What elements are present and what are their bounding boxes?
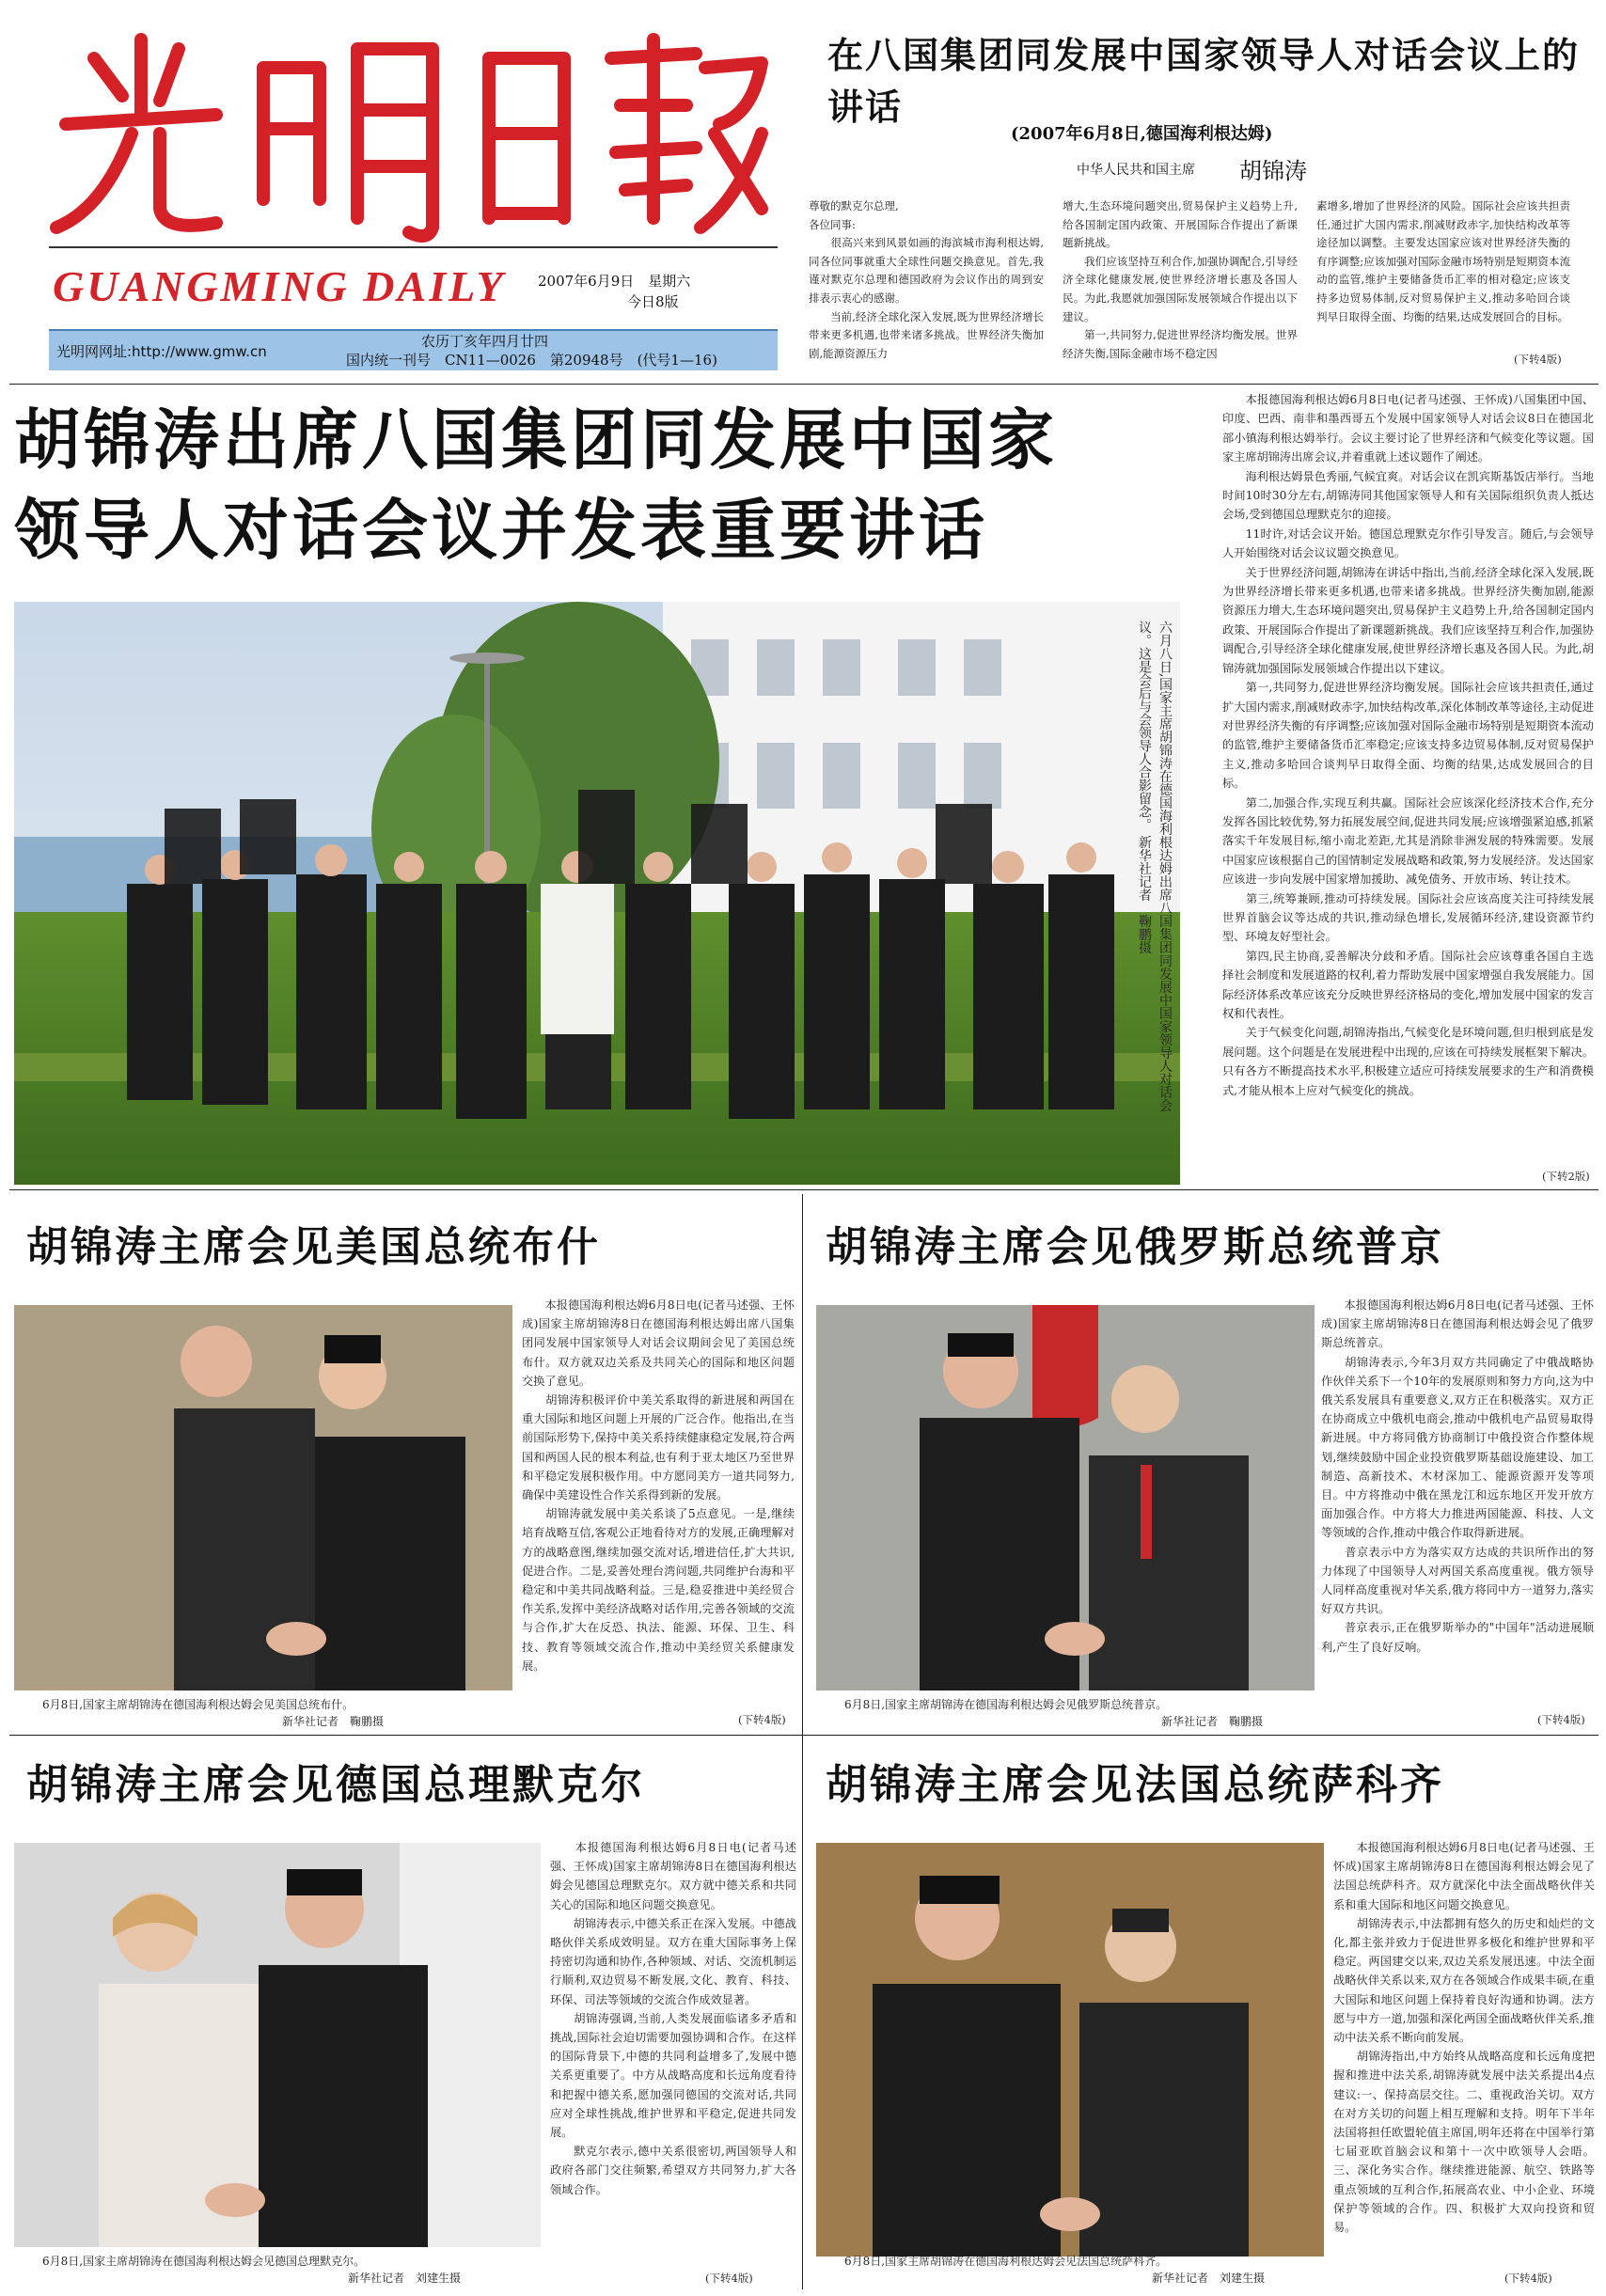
masthead-rule bbox=[49, 246, 778, 248]
headline-line-1: 胡锦涛出席八国集团同发展中国家 bbox=[14, 401, 1058, 479]
photo-merkel-image bbox=[14, 1843, 541, 2247]
speech-continued: (下转4版) bbox=[1514, 353, 1562, 366]
article-merkel-continued: (下转4版) bbox=[705, 2272, 753, 2285]
main-article-continued: (下转2版) bbox=[1542, 1170, 1590, 1183]
date: 2007年6月9日 星期六 bbox=[538, 273, 691, 290]
website-url[interactable]: 光明网网址:http://www.gmw.cn bbox=[56, 343, 267, 360]
speech-subtitle: (2007年6月8日,德国海利根达姆) bbox=[1011, 124, 1273, 144]
center-divider bbox=[802, 1194, 803, 2289]
main-headline bbox=[14, 395, 1236, 575]
photo-putin-credit: 新华社记者 鞠鹏摄 bbox=[1161, 1715, 1264, 1728]
group-photo-caption-text: 六月八日,国家主席胡锦涛在德国海利根达姆出席八国集团同发展中国家领导人对话会议。这是会后与会领导人合影留念。 bbox=[1137, 621, 1173, 1112]
photo-bush-image bbox=[14, 1305, 512, 1691]
group-photo-credit: 新华社记者 鞠鹏摄 bbox=[1137, 835, 1152, 954]
article-bush: 本报德国海利根达姆6月8日电(记者马述强、王怀成)国家主席胡锦涛8日在德国海利根达姆出席八国集团同发展中国家领导人对话会议期间会见了美国总统布什。双方就双边关系及共同关心的国际和地区问题交换了意见。 胡锦涛积极评价中美关系取得的新进展和两国在重大国际和地区问题上开展的广泛合作。他指出,在当前国际形势下,保持中美关系持续健康稳定发展,符合两国和两国人民的根本利益,也有利于亚太地区乃至世界和平稳定发展积极作用。中方愿同美方一道共同努力,确保中美建设性合作关系得到新的发展。 胡锦涛就发展中美关系谈了5点意见。一是,继续培育战略互信,客观公正地看待对方的发展,正确理解对方的战略意图,继续加强交流对话,增进信任,扩大共识,促进合作。二是,妥善处理台湾问题,共同维护台海和平稳定和中美共同战略利益。三是,稳妥推进中美经贸合作关系,发挥中美经济战略对话作用,完善各领域的交流与合作,扩大在反恐、执法、能源、环保、卫生、科技、教育等领域交流合作,推动中美经贸关系健康发展。 bbox=[522, 1298, 795, 1673]
group-photo-caption bbox=[1110, 621, 1175, 1138]
top-divider bbox=[9, 384, 1598, 385]
photo-merkel-credit: 新华社记者 刘建生摄 bbox=[348, 2272, 462, 2285]
english-name: GUANGMING DAILY bbox=[53, 262, 506, 310]
middle-divider bbox=[9, 1189, 1598, 1190]
speech-column-1: 尊敬的默克尔总理, 各位同事: 很高兴来到风景如画的海滨城市海利根达姆,同各位同事就重大全球性问题交换意见。首先,我谨对默克尔总理和德国政府为会议作出的周到安排表示衷心的感谢。 当前,经济全球化深入发展,既为世界经济增长带来更多机遇,也带来诸多挑战。世界经济失衡加剧,能源资源压力 bbox=[809, 199, 1044, 360]
section-title-merkel: 胡锦涛主席会见德国总理默克尔 bbox=[26, 1761, 645, 1809]
headline-line-2: 领导人对话会议并发表重要讲话 bbox=[14, 491, 988, 569]
lunar-date: 农历丁亥年四月廿四 bbox=[421, 333, 549, 350]
section-title-bush: 胡锦涛主席会见美国总统布什 bbox=[26, 1223, 601, 1271]
speech-title: 在八国集团同发展中国家领导人对话会议上的讲话 bbox=[827, 34, 1581, 128]
issue-number: 国内统一刊号 CN11—0026 第20948号 (代号1—16) bbox=[346, 352, 717, 369]
group-photo-image bbox=[14, 602, 1180, 1185]
photo-bush bbox=[14, 1305, 512, 1691]
photo-bush-credit: 新华社记者 鞠鹏摄 bbox=[282, 1715, 385, 1728]
photo-sarkozy-caption: 6月8日,国家主席胡锦涛在德国海利根达姆会见法国总统萨科齐。 bbox=[844, 2255, 1168, 2268]
article-putin: 本报德国海利根达姆6月8日电(记者马述强、王怀成)国家主席胡锦涛8日在德国海利根达姆会见了俄罗斯总统普京。 胡锦涛表示,今年3月双方共同确定了中俄战略协作伙伴关系下一个10年的发展原则和努力方向,这为中俄关系发展具有重要意义,双方正在积极落实。双方正在协商成立中俄机电商会,推动中俄机电产品贸易取得新进展。中方将同俄方协商制订中俄投资合作整体规划,继续鼓励中国企业投资俄罗斯基础设施建设、加工制造、高新技术、木材深加工、能源资源开发等项目。中方将推动中俄在黑龙江和远东地区开发开放方面加强合作。中方将大力推进两国能源、科技、人文等领域的合作,推动中俄合作取得新进展。 普京表示中方为落实双方达成的共识所作出的努力体现了中国领导人对两国关系高度重视。俄方领导人同样高度重视对华关系,俄方将同中方一道努力,落实好双方共识。 普京表示,正在俄罗斯举办的"中国年"活动进展顺利,产生了良好反响。 bbox=[1321, 1298, 1594, 1654]
photo-putin-image bbox=[816, 1305, 1315, 1691]
newspaper-logo bbox=[38, 21, 771, 246]
article-merkel: 本报德国海利根达姆6月8日电(记者马述强、王怀成)国家主席胡锦涛8日在德国海利根达姆会见德国总理默克尔。双方就中德关系和共同关心的国际和地区问题交换意见。 胡锦涛表示,中德关系正在深入发展。中德战略伙伴关系成效明显。双方在重大国际事务上保持密切沟通和协作,各种领域、对话、交流机制运行顺利,双边贸易不断发展,文化、教育、科技、环保、司法等领域的交流合作成效显著。 胡锦涛强调,当前,人类发展面临诸多矛盾和挑战,国际社会迫切需要加强协调和合作。在这样的国际背景下,中德的共同利益增多了,发展中德关系更重要了。中方从战略高度和长远角度看待和把握中德关系,愿加强同德国的交流对话,共同应对全球性挑战,维护世界和平稳定,促进共同发展。 默克尔表示,德中关系很密切,两国领导人和政府各部门交往频繁,希望双方共同努力,扩大各领域合作。 bbox=[550, 1841, 796, 2196]
issue-date bbox=[538, 271, 778, 312]
photo-merkel bbox=[14, 1843, 541, 2247]
photo-bush-caption: 6月8日,国家主席胡锦涛在德国海利根达姆会见美国总统布什。 bbox=[42, 1698, 354, 1711]
page-count: 今日8版 bbox=[627, 293, 679, 310]
photo-sarkozy-credit: 新华社记者 刘建生摄 bbox=[1152, 2272, 1266, 2285]
main-article: 本报德国海利根达姆6月8日电(记者马述强、王怀成)八国集团中国、印度、巴西、南非和墨西哥五个发展中国家领导人对话会议8日在德国北部小镇海利根达姆举行。会议主要讨论了世界经济和气候变化等议题。国家主席胡锦涛出席会议,并着重就上述议题作了阐述。 海利根达姆景色秀丽,气候宜爽。对话会议在凯宾斯基饭店举行。当地时间10时30分左右,胡锦涛同其他国家领导人和有关国际组织负责人抵达会场,受到德国总理默克尔的迎接。 11时许,对话会议开始。德国总理默克尔作引导发言。随后,与会领导人开始围绕对话会议议题交换意见。 关于世界经济问题,胡锦涛在讲话中指出,当前,经济全球化深入发展,既为世界经济增长带来更多机遇,也带来诸多挑战。世界经济失衡加剧,能源资源压力增大,生态环境问题突出,贸易保护主义趋势上升,给各国制定国内政策、开展国际合作提出了新课题新挑战。我们应该坚持互利合作,加强协调配合,引导经济全球化健康发展,使世界经济增长惠及各国人民。为此,胡锦涛就加强国际发展领域合作提出以下建议。 第一,共同努力,促进世界经济均衡发展。国际社会应该共担责任,通过扩大国内需求,削减财政赤字,加快结构改革,深化体制改革等途径,主动促进对世界经济失衡的有序调整;应该加强对国际金融市场特别是短期资本流动的监管,维护主要储备货币汇率稳定;应该支持多边贸易体制,反对贸易保护主义,推动多哈回合谈判早日取得全面、均衡的结果,达成发展回合的目标。 第二,加强合作,实现互利共赢。国际社会应该深化经济技术合作,充分发挥各国比较优势,努力拓展发展空间,促进共同发展;应该增强紧迫感,抓紧落实千年发展目标,缩小南北差距,尤其是消除非洲发展的特殊需要。发展中国家应该根据自己的国情制定发展战略和政策,努力发展经济。发达国家应该进一步向发展中国家增加援助、减免债务、开放市场、转让技术。 第三,统筹兼顾,推动可持续发展。国际社会应该高度关注可持续发展世界首脑会议等达成的共识,推动绿色增长,发展循环经济,建设资源节约型、环境友好型社会。 第四,民主协商,妥善解决分歧和矛盾。国际社会应该尊重各国自主选择社会制度和发展道路的权利,着力帮助发展中国家增强自我发展能力。国际经济体系改革应该充分反映世界经济格局的变化,增加发展中国家的发言权和代表性。 关于气候变化问题,胡锦涛指出,气候变化是环境问题,但归根到底是发展问题。这个问题是在发展进程中出现的,应该在可持续发展框架下解决。只有各方不断提高技术水平,积极建立适应可持续发展要求的生产和消费模式,才能从根本上应对气候变化的挑战。 bbox=[1222, 393, 1594, 1097]
section-title-sarkozy: 胡锦涛主席会见法国总统萨科齐 bbox=[826, 1761, 1444, 1809]
issue-info bbox=[346, 332, 717, 370]
logo-calligraphy bbox=[38, 21, 771, 246]
article-putin-continued: (下转4版) bbox=[1537, 1713, 1585, 1726]
photo-putin bbox=[816, 1305, 1315, 1691]
speech-column-2: 增大,生态环境问题突出,贸易保护主义趋势上升,给各国制定国内政策、开展国际合作提出了新课题新挑战。 我们应该坚持互利合作,加强协调配合,引导经济全球化健康发展,使世界经济增长惠及各国人民。为此,我愿就加强国际发展领域合作提出以下建议。 第一,共同努力,促进世界经济均衡发展。世界经济失衡,国际金融市场不稳定因 bbox=[1063, 199, 1298, 360]
article-sarkozy: 本报德国海利根达姆6月8日电(记者马述强、王怀成)国家主席胡锦涛8日在德国海利根达姆会见了法国总统萨科齐。双方就深化中法全面战略伙伴关系和重大国际和地区问题交换意见。 胡锦涛表示,中法都拥有悠久的历史和灿烂的文化,都主张并致力于促进世界多极化和维护世界和平稳定。两国建交以来,双边关系发展迅速。中法全面战略伙伴关系以来,双方在各领域合作成果丰硕,在重大国际和地区问题上保持着良好沟通和协调。法方愿与中方一道,加强和深化两国全面战略伙伴关系,推动中法关系不断向前发展。 胡锦涛指出,中方始终从战略高度和长远角度把握和推进中法关系,胡锦涛就发展中法关系提出4点建议:一、保持高层交往。二、重视政治关切。双方在对方关切的问题上相互理解和支持。明年下半年法国将担任欧盟轮值主席国,明年还将在中国举行第七届亚欧首脑会议和第十一次中欧领导人会晤。三、深化务实合作。继续推进能源、航空、铁路等重点领域的互利合作,拓展高农业、中小企业、环境保护等领域的合作。四、积极扩大双向投资和贸易。 bbox=[1333, 1841, 1595, 2235]
photo-sarkozy bbox=[816, 1843, 1324, 2257]
photo-sarkozy-image bbox=[816, 1843, 1324, 2257]
speech-column-3: 素增多,增加了世界经济的风险。国际社会应该共担责任,通过扩大国内需求,削减财政赤字,加快结构改革等途径加以调整。主要发达国家应该对世界经济失衡的有序调整;应该加强对国际金融市场特别是短期资本流动的监管,维护主要储备货币汇率的相对稳定;应该支持多边贸易体制,反对贸易保护主义,推动多哈回合谈判早日取得全面、均衡的结果,达成发展回合的目标。 bbox=[1316, 199, 1570, 323]
section-title-putin: 胡锦涛主席会见俄罗斯总统普京 bbox=[826, 1223, 1444, 1271]
article-bush-continued: (下转4版) bbox=[738, 1713, 786, 1726]
group-photo bbox=[14, 602, 1180, 1185]
speech-author-name: 胡锦涛 bbox=[1239, 158, 1307, 184]
article-sarkozy-continued: (下转4版) bbox=[1504, 2272, 1552, 2285]
lower-divider bbox=[9, 1735, 1598, 1736]
photo-putin-caption: 6月8日,国家主席胡锦涛在德国海利根达姆会见俄罗斯总统普京。 bbox=[844, 1698, 1168, 1711]
speech-author-role: 中华人民共和国主席 bbox=[1077, 163, 1195, 178]
photo-merkel-caption: 6月8日,国家主席胡锦涛在德国海利根达姆会见德国总理默克尔。 bbox=[42, 2255, 366, 2268]
